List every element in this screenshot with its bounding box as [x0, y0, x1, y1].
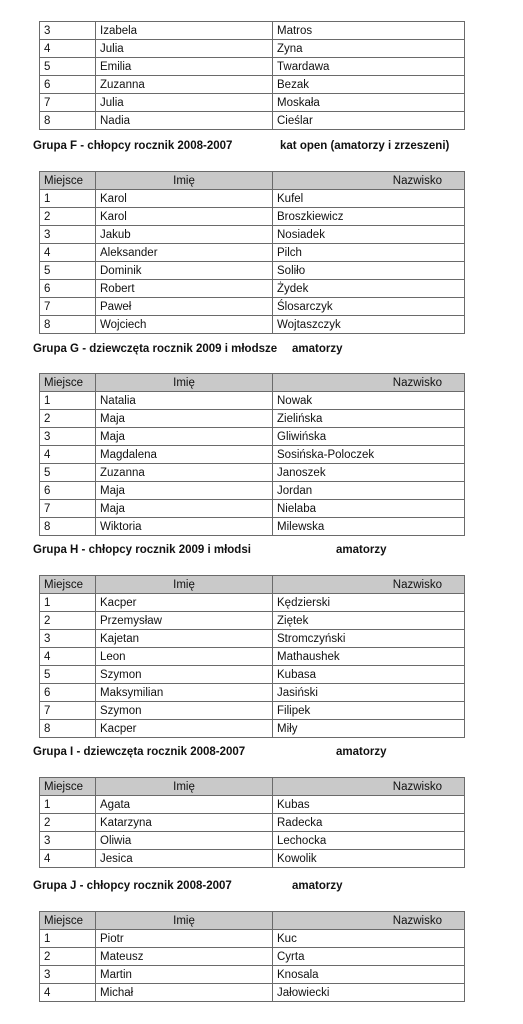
table-row [40, 428, 465, 446]
table-row [40, 984, 465, 1002]
first-name-cell: Jakub [96, 226, 273, 244]
table-row [40, 612, 465, 630]
last-name-cell: Kubas [273, 796, 465, 814]
last-name-cell: Miły [273, 720, 465, 738]
group-category: kat open (amatorzy i zrzeszeni) [280, 140, 450, 152]
place-cell: 2 [40, 612, 96, 630]
table-row [40, 684, 465, 702]
group-heading [33, 746, 387, 758]
last-name-cell: Cieślar [273, 112, 465, 130]
first-name-cell: Zuzanna [96, 76, 273, 94]
column-header-last-name: Nazwisko [273, 912, 465, 930]
column-header-place: Miejsce [40, 374, 96, 392]
place-cell: 1 [40, 796, 96, 814]
last-name-cell: Kufel [273, 190, 465, 208]
first-name-cell: Agata [96, 796, 273, 814]
table-header [40, 778, 465, 796]
last-name-cell: Jałowiecki [273, 984, 465, 1002]
column-header-first-name: Imię [96, 374, 273, 392]
place-cell: 4 [40, 40, 96, 58]
group-title: Grupa I - dziewczęta rocznik 2008-2007 [33, 746, 246, 758]
table-row [40, 40, 465, 58]
results-table-continued [39, 21, 465, 130]
place-cell: 3 [40, 22, 96, 40]
place-cell: 3 [40, 630, 96, 648]
place-cell: 4 [40, 446, 96, 464]
last-name-cell: Knosala [273, 966, 465, 984]
first-name-cell: Nadia [96, 112, 273, 130]
table-row [40, 208, 465, 226]
last-name-cell: Lechocka [273, 832, 465, 850]
last-name-cell: Janoszek [273, 464, 465, 482]
table-body [40, 930, 465, 1002]
last-name-cell: Pilch [273, 244, 465, 262]
last-name-cell: Twardawa [273, 58, 465, 76]
last-name-cell: Kowolik [273, 850, 465, 868]
table-row [40, 500, 465, 518]
first-name-cell: Maksymilian [96, 684, 273, 702]
results-table [39, 911, 465, 1002]
first-name-cell: Dominik [96, 262, 273, 280]
header-row [40, 778, 465, 796]
header-row [40, 576, 465, 594]
last-name-cell: Mathaushek [273, 648, 465, 666]
place-cell: 2 [40, 208, 96, 226]
place-cell: 8 [40, 720, 96, 738]
table-row [40, 594, 465, 612]
table-row [40, 666, 465, 684]
first-name-cell: Natalia [96, 392, 273, 410]
first-name-cell: Karol [96, 208, 273, 226]
table-row [40, 76, 465, 94]
column-header-last-name: Nazwisko [273, 576, 465, 594]
header-row [40, 912, 465, 930]
place-cell: 4 [40, 648, 96, 666]
last-name-cell: Kubasa [273, 666, 465, 684]
first-name-cell: Izabela [96, 22, 273, 40]
group-heading [33, 880, 343, 892]
header-row [40, 374, 465, 392]
table-row [40, 316, 465, 334]
column-header-place: Miejsce [40, 778, 96, 796]
last-name-cell: Matros [273, 22, 465, 40]
table-row [40, 482, 465, 500]
group-title: Grupa J - chłopcy rocznik 2008-2007 [33, 880, 232, 892]
place-cell: 3 [40, 832, 96, 850]
column-header-place: Miejsce [40, 912, 96, 930]
last-name-cell: Nielaba [273, 500, 465, 518]
first-name-cell: Wojciech [96, 316, 273, 334]
results-table [39, 777, 465, 868]
table-row [40, 930, 465, 948]
last-name-cell: Ziętek [273, 612, 465, 630]
table-header [40, 912, 465, 930]
first-name-cell: Martin [96, 966, 273, 984]
first-name-cell: Emilia [96, 58, 273, 76]
table-row [40, 262, 465, 280]
group-title: Grupa F - chłopcy rocznik 2008-2007 [33, 140, 233, 152]
place-cell: 4 [40, 850, 96, 868]
last-name-cell: Stromczyński [273, 630, 465, 648]
place-cell: 2 [40, 948, 96, 966]
first-name-cell: Leon [96, 648, 273, 666]
group-category: amatorzy [292, 343, 343, 355]
table-row [40, 298, 465, 316]
last-name-cell: Jasiński [273, 684, 465, 702]
first-name-cell: Maja [96, 410, 273, 428]
place-cell: 5 [40, 262, 96, 280]
place-cell: 3 [40, 966, 96, 984]
table-row [40, 518, 465, 536]
group-category: amatorzy [336, 544, 387, 556]
place-cell: 6 [40, 280, 96, 298]
place-cell: 8 [40, 112, 96, 130]
table-row [40, 190, 465, 208]
first-name-cell: Robert [96, 280, 273, 298]
table-header [40, 172, 465, 190]
first-name-cell: Julia [96, 40, 273, 58]
first-name-cell: Jesica [96, 850, 273, 868]
group-category: amatorzy [336, 746, 387, 758]
place-cell: 1 [40, 392, 96, 410]
column-header-first-name: Imię [96, 172, 273, 190]
last-name-cell: Gliwińska [273, 428, 465, 446]
last-name-cell: Filipek [273, 702, 465, 720]
table-row [40, 796, 465, 814]
table-header [40, 374, 465, 392]
group-title: Grupa G - dziewczęta rocznik 2009 i młodsze [33, 343, 278, 355]
last-name-cell: Soliło [273, 262, 465, 280]
place-cell: 8 [40, 316, 96, 334]
last-name-cell: Nowak [273, 392, 465, 410]
first-name-cell: Zuzanna [96, 464, 273, 482]
results-table [39, 171, 465, 334]
table-row [40, 720, 465, 738]
table-row [40, 22, 465, 40]
table-body [40, 796, 465, 868]
place-cell: 5 [40, 58, 96, 76]
table-row [40, 280, 465, 298]
first-name-cell: Maja [96, 428, 273, 446]
first-name-cell: Oliwia [96, 832, 273, 850]
table-row [40, 112, 465, 130]
first-name-cell: Kajetan [96, 630, 273, 648]
place-cell: 8 [40, 518, 96, 536]
place-cell: 1 [40, 930, 96, 948]
first-name-cell: Michał [96, 984, 273, 1002]
table-body [40, 190, 465, 334]
table-row [40, 850, 465, 868]
last-name-cell: Zyna [273, 40, 465, 58]
last-name-cell: Bezak [273, 76, 465, 94]
table-row [40, 392, 465, 410]
column-header-last-name: Nazwisko [273, 374, 465, 392]
column-header-place: Miejsce [40, 576, 96, 594]
place-cell: 3 [40, 428, 96, 446]
first-name-cell: Kacper [96, 720, 273, 738]
last-name-cell: Ślosarczyk [273, 298, 465, 316]
table-body [40, 594, 465, 738]
column-header-place: Miejsce [40, 172, 96, 190]
last-name-cell: Nosiadek [273, 226, 465, 244]
results-table [39, 373, 465, 536]
first-name-cell: Paweł [96, 298, 273, 316]
table-body [40, 392, 465, 536]
first-name-cell: Piotr [96, 930, 273, 948]
group-category: amatorzy [292, 880, 343, 892]
column-header-first-name: Imię [96, 778, 273, 796]
table-row [40, 94, 465, 112]
column-header-first-name: Imię [96, 576, 273, 594]
table-row [40, 814, 465, 832]
place-cell: 4 [40, 984, 96, 1002]
last-name-cell: Kędzierski [273, 594, 465, 612]
first-name-cell: Wiktoria [96, 518, 273, 536]
table-row [40, 244, 465, 262]
place-cell: 2 [40, 410, 96, 428]
first-name-cell: Magdalena [96, 446, 273, 464]
results-table [39, 575, 465, 738]
table-header [40, 576, 465, 594]
column-header-first-name: Imię [96, 912, 273, 930]
place-cell: 6 [40, 482, 96, 500]
place-cell: 6 [40, 76, 96, 94]
first-name-cell: Szymon [96, 666, 273, 684]
table-row [40, 58, 465, 76]
table-row [40, 966, 465, 984]
group-heading [33, 544, 387, 556]
place-cell: 5 [40, 464, 96, 482]
place-cell: 7 [40, 94, 96, 112]
column-header-last-name: Nazwisko [273, 172, 465, 190]
group-title: Grupa H - chłopcy rocznik 2009 i młodsi [33, 544, 251, 556]
place-cell: 4 [40, 244, 96, 262]
last-name-cell: Milewska [273, 518, 465, 536]
first-name-cell: Mateusz [96, 948, 273, 966]
first-name-cell: Kacper [96, 594, 273, 612]
first-name-cell: Julia [96, 94, 273, 112]
last-name-cell: Sosińska-Poloczek [273, 446, 465, 464]
place-cell: 7 [40, 298, 96, 316]
place-cell: 7 [40, 702, 96, 720]
last-name-cell: Zielińska [273, 410, 465, 428]
place-cell: 3 [40, 226, 96, 244]
first-name-cell: Przemysław [96, 612, 273, 630]
table-row [40, 832, 465, 850]
first-name-cell: Maja [96, 482, 273, 500]
table-row [40, 648, 465, 666]
last-name-cell: Moskała [273, 94, 465, 112]
first-name-cell: Karol [96, 190, 273, 208]
last-name-cell: Żydek [273, 280, 465, 298]
first-name-cell: Szymon [96, 702, 273, 720]
group-heading [33, 343, 343, 355]
table-row [40, 702, 465, 720]
last-name-cell: Wojtaszczyk [273, 316, 465, 334]
first-name-cell: Aleksander [96, 244, 273, 262]
place-cell: 1 [40, 594, 96, 612]
table-row [40, 410, 465, 428]
last-name-cell: Jordan [273, 482, 465, 500]
place-cell: 1 [40, 190, 96, 208]
last-name-cell: Kuc [273, 930, 465, 948]
last-name-cell: Cyrta [273, 948, 465, 966]
table-row [40, 630, 465, 648]
table-body [40, 22, 465, 130]
place-cell: 2 [40, 814, 96, 832]
first-name-cell: Maja [96, 500, 273, 518]
place-cell: 7 [40, 500, 96, 518]
first-name-cell: Katarzyna [96, 814, 273, 832]
table-row [40, 464, 465, 482]
column-header-last-name: Nazwisko [273, 778, 465, 796]
place-cell: 6 [40, 684, 96, 702]
table-row [40, 226, 465, 244]
last-name-cell: Broszkiewicz [273, 208, 465, 226]
table-row [40, 446, 465, 464]
place-cell: 5 [40, 666, 96, 684]
table-row [40, 948, 465, 966]
header-row [40, 172, 465, 190]
last-name-cell: Radecka [273, 814, 465, 832]
group-heading [33, 140, 450, 152]
